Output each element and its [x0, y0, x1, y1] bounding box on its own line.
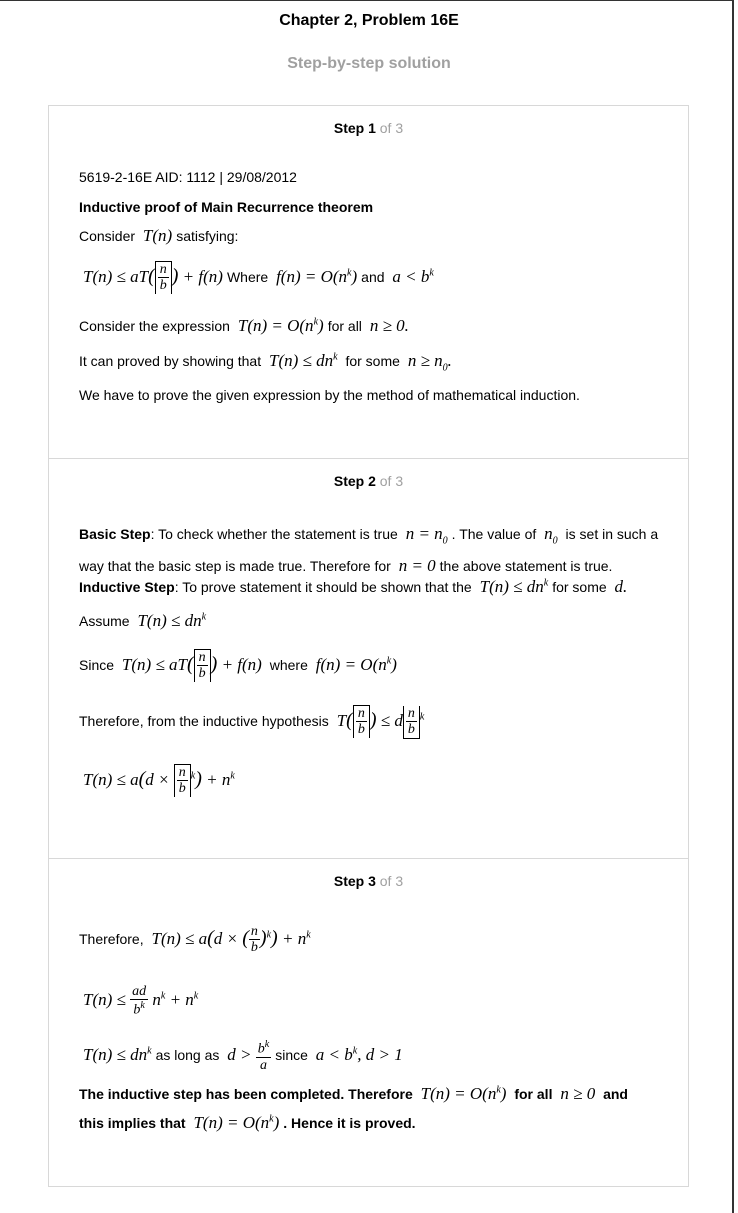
problem-meta: 5619-2-16E AID: 1112 | 29/08/2012 [79, 169, 297, 185]
step-3 [49, 858, 688, 1187]
math-expression: T(n) ≤ aT( $\frac{n}{b}$ ) + f(n) [121, 650, 262, 682]
conclusion-line-2: this implies that $T(n) = O(n^k)$ . Hence it is proved. [79, 1113, 416, 1132]
page-title: Chapter 2, Problem 16E [279, 12, 459, 29]
math-expression: n ≥ 0 [560, 1084, 596, 1103]
math-expression: $a < b^k$, d > 1 [315, 1045, 403, 1065]
inductive-step-line: Inductive Step: To prove statement it should be shown that the $T(n) \le dn^k$ for some d. [79, 577, 631, 597]
expression-line: Consider the expression $T(n) = O(n^k)$ for all n ≥ 0. [79, 316, 413, 336]
page-subtitle: Step-by-step solution [287, 55, 451, 72]
consider-line: Consider T(n) satisfying: [79, 226, 239, 245]
math-expression: $T(n) = O(n^k)$ [193, 1113, 280, 1132]
step-count: of 3 [379, 120, 404, 136]
step-1-header [49, 120, 688, 136]
recurrence-line: T(n) ≤ aT( $\frac{n}{b}$ ) + f(n) Where $f(n) = O(n^k)$ and $a < b^k$ [79, 261, 438, 294]
math-expression: $n_0$ [544, 524, 558, 547]
math-expression: $f(n) = O(n^k)$ [276, 266, 358, 286]
step-2-header [49, 473, 688, 489]
math-expression: T( $\frac{n}{b}$ ) ≤ d $\frac{n}{b}$ $^k$ [336, 706, 425, 738]
step-1 [49, 106, 688, 458]
since-line: Since T(n) ≤ aT( $\frac{n}{b}$ ) + f(n) where $f(n) = O(n^k)$ [79, 649, 401, 682]
solution-card [48, 105, 689, 1187]
math-expression: $n \ge n_0$. [407, 351, 452, 374]
math-expression: $n = n_0$ [405, 524, 448, 547]
math-expression: T(n) ≤ a(d × $\frac{n}{b}$ $^k) + n^k$ [83, 765, 235, 797]
math-expression: $T(n) \le dn^k$ [269, 351, 338, 370]
proof-approach-line: It can proved by showing that $T(n) \le dn^k$ for some $n \ge n_0$. [79, 351, 456, 373]
math-expression: n ≥ 0. [369, 316, 409, 335]
step-label: Step 1 [333, 120, 376, 136]
condition-line: $T(n) \le dn^k$ as long as d > $\frac{b^k}{a}$ since $a < b^k$, d > 1 [79, 1039, 407, 1073]
math-expression: T(n) [142, 226, 173, 245]
math-expression: $f(n) = O(n^k)$ [315, 654, 397, 674]
math-expression: n = 0 [398, 556, 436, 576]
math-expression: T(n) ≤ $\frac{ad}{b^k}$ $n^k + n^k$ [83, 984, 199, 1019]
step-2 [49, 458, 688, 859]
assume-line: Assume $T(n) \le dn^k$ [79, 611, 210, 631]
hypothesis-line: Therefore, from the inductive hypothesis T( $\frac{n}{b}$ ) ≤ d $\frac{n}{b}$ $^k$ [79, 705, 428, 739]
step-label: Step 3 [333, 873, 376, 889]
simplified-line [79, 984, 202, 1018]
math-expression: d > $\frac{b^k}{a}$ [227, 1039, 270, 1074]
math-expression: $T(n) \le dn^k$ [83, 1045, 152, 1065]
step-label: Step 2 [333, 473, 376, 489]
method-line: We have to prove the given expression by the method of mathematical induction. [79, 387, 580, 403]
section-heading: Inductive proof of Main Recurrence theorem [79, 199, 374, 215]
math-expression: $a < b^k$ [392, 266, 434, 286]
math-expression: $T(n) \le dn^k$ [137, 611, 207, 630]
math-expression: $T(n) = O(n^k)$ [420, 1084, 507, 1103]
bound-line [79, 764, 239, 797]
step-count: of 3 [379, 873, 404, 889]
therefore-line: Therefore, T(n) ≤ a(d × ( $\frac{n}{b}$ )$^k) + n^k$ [79, 924, 315, 956]
conclusion-line-1: The inductive step has been completed. Therefore $T(n) = O(n^k)$ for all n ≥ 0 and [79, 1084, 628, 1103]
math-expression: T(n) ≤ a(d × ( $\frac{n}{b}$ )$^k) + n^k$ [151, 924, 311, 956]
math-expression: d. [614, 577, 628, 596]
step-count: of 3 [379, 473, 404, 489]
math-expression: $T(n) \le dn^k$ [479, 577, 549, 596]
math-expression: T(n) ≤ aT( $\frac{n}{b}$ ) + f(n) [83, 262, 223, 294]
math-expression: $T(n) = O(n^k)$ [237, 316, 324, 335]
step-3-header [49, 873, 688, 889]
basic-step-paragraph: Basic Step: To check whether the statement is true $n = n_0$ . The value of $n_0$ is set in such a way that the basic step is made true. Therefore for n = 0 the above statement is true. [79, 524, 659, 576]
